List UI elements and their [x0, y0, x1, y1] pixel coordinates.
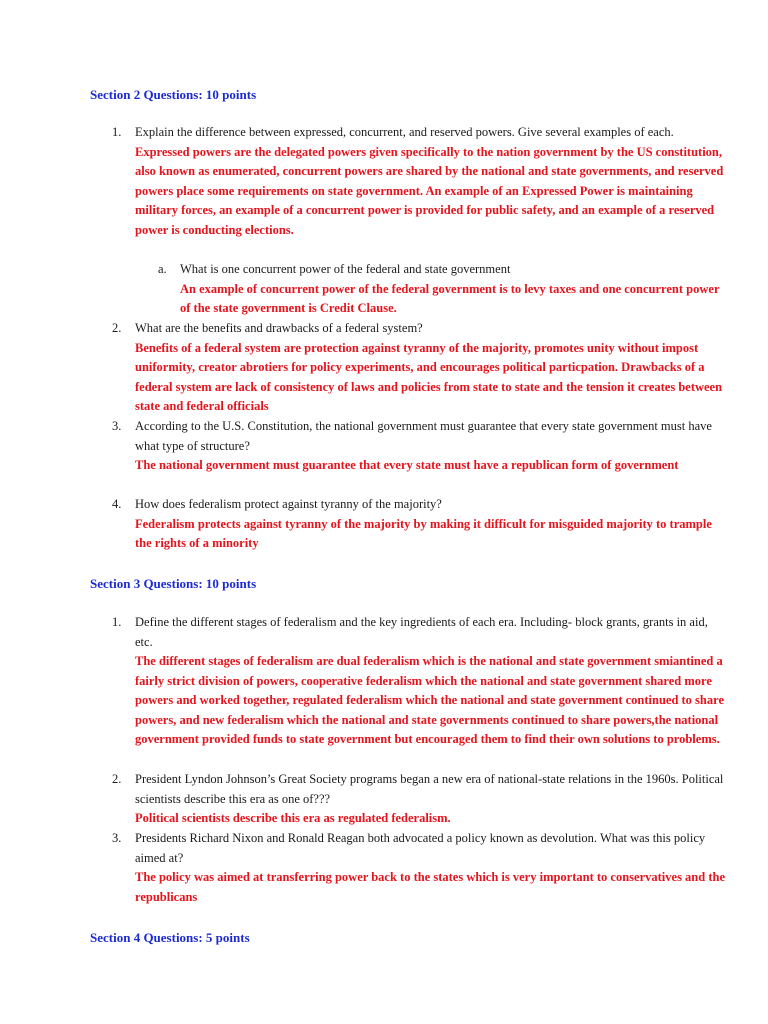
question-text: President Lyndon Johnson’s Great Society programs began a new era of national-state relations in the 1960s. Political scientists describe this era as one of???: [135, 772, 724, 806]
question-number: 4.: [112, 497, 122, 511]
answer-text: The national government must guarantee that every state must have a republican form of government: [135, 458, 679, 472]
answer-text: Expressed powers are the delegated powers given specifically to the nation government by the US constitution, also known as enumerated, concurrent powers are shared by the national and state governments, and reserved powers place some requirements on state government. An example of an Expressed Power is maintaining military forces, an example of a concurrent power is provided for public safety, and an example of a reserved power is conducting elections.: [135, 144, 724, 237]
section-4-heading: Section 4 Questions: 5 points: [90, 930, 250, 945]
section-2-question-1a: [90, 260, 730, 319]
answer-text: The policy was aimed at transferring power back to the states which is very important to conservatives and the republicans: [135, 870, 725, 904]
question-number: 1.: [112, 125, 122, 139]
answer-text: Federalism protects against tyranny of the majority by making it difficult for misguided majority to trample the rights of a minority: [135, 516, 712, 550]
question-text: Explain the difference between expressed, concurrent, and reserved powers. Give several examples of each.: [135, 125, 674, 139]
question-number: 2.: [112, 321, 122, 335]
sub-question-text: What is one concurrent power of the federal and state government: [180, 262, 511, 276]
question-text: How does federalism protect against tyranny of the majority?: [135, 497, 442, 511]
question-number: 2.: [112, 772, 122, 786]
section-2-question-4: [90, 495, 730, 554]
question-number: 1.: [112, 615, 122, 629]
section-3-question-3: [90, 829, 730, 907]
question-number: 3.: [112, 831, 122, 845]
question-number: 3.: [112, 419, 122, 433]
answer-text: Benefits of a federal system are protection against tyranny of the majority, promotes unity without impost uniformity, creator abrotiers for policy experiments, and encourages political particpation. Drawbacks of a federal system are lack of consistency of laws and policies from state to state and the tension it creates between state and federal officials: [135, 340, 723, 413]
section-3-heading: Section 3 Questions: 10 points: [90, 576, 257, 591]
section-2-question-2: [90, 319, 730, 417]
sub-answer-text: An example of concurrent power of the federal government is to levy taxes and one concurrent power of the state government is Credit Clause.: [180, 281, 720, 315]
question-text: What are the benefits and drawbacks of a federal system?: [135, 321, 423, 335]
section-2-heading: Section 2 Questions: 10 points: [90, 87, 257, 102]
section-2-question-3: [90, 417, 730, 476]
answer-text: The different stages of federalism are dual federalism which is the national and state government smiantined a fairly strict division of powers, cooperative federalism which the national and state government shared more powers and worked together, regulated federalism which the national and state government continued to share powers, and new federalism which the national and state governments continued to share powers,the national government provided funds to state government but encouraged them to find their own solutions to problems.: [135, 654, 724, 746]
section-2-question-1: [90, 123, 730, 240]
sub-question-letter: a.: [158, 262, 167, 276]
question-text: According to the U.S. Constitution, the national government must guarantee that every state government must have what type of structure?: [135, 419, 712, 453]
answer-text: Political scientists describe this era as regulated federalism.: [135, 811, 451, 825]
question-text: Presidents Richard Nixon and Ronald Reagan both advocated a policy known as devolution. What was this policy aimed at?: [135, 831, 706, 865]
question-text: Define the different stages of federalism and the key ingredients of each era. Including- block grants, grants in aid, etc.: [135, 615, 708, 649]
section-3-question-2: [90, 770, 730, 829]
section-3-question-1: [90, 613, 730, 750]
